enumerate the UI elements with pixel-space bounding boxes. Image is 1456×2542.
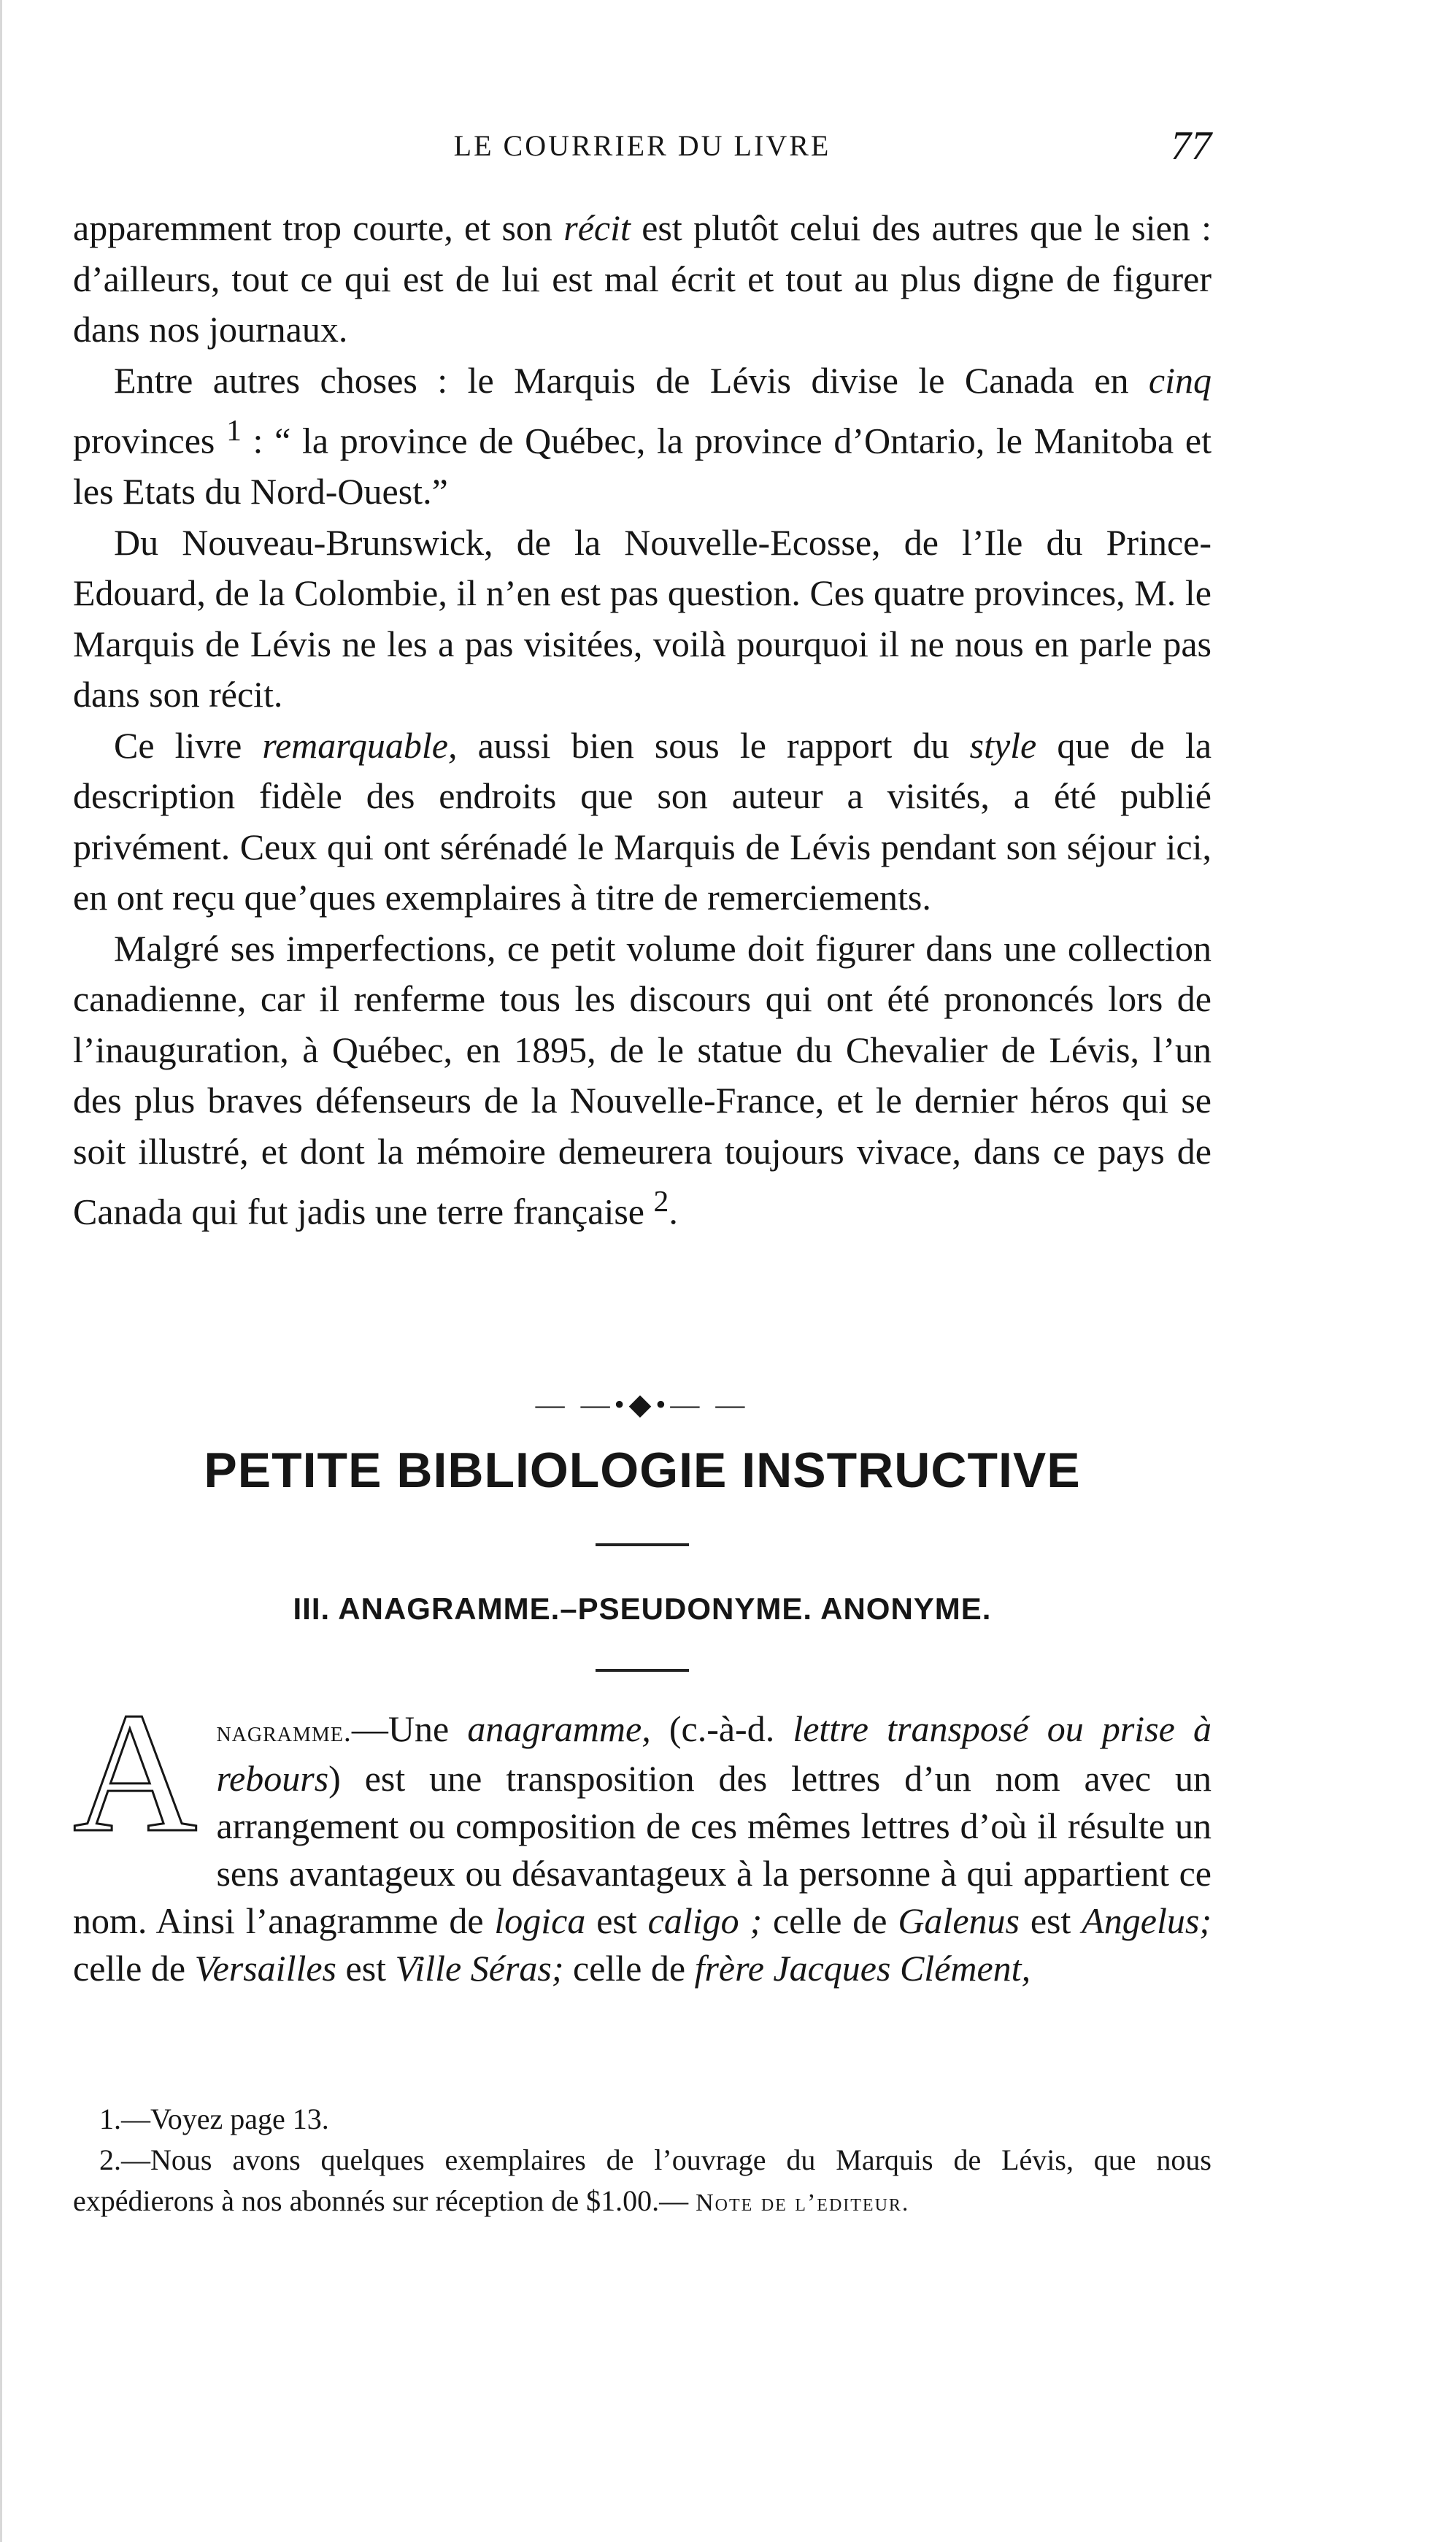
section-ornament: — —•◆•— —: [535, 1388, 750, 1421]
page-number: 77: [1171, 123, 1212, 169]
paragraph: apparemment trop courte, et son récit est plutôt celui des autres que le sien : d’ailleurs, tout ce qui est de lui est mal écrit et tout au plus digne de figurer dans nos journaux.: [73, 207, 1212, 350]
title-rule: [596, 1543, 689, 1546]
drop-cap: A: [73, 1678, 198, 1868]
footnote-2: [73, 2140, 1212, 2224]
italic-run: anagramme,: [467, 1708, 651, 1749]
italic-run: cinq: [1148, 359, 1212, 401]
italic-run: frère Jacques Clément,: [694, 1948, 1031, 1989]
footnotes: [73, 2099, 1212, 2224]
lead-word: nagramme.: [216, 1715, 352, 1748]
italic-run: caligo ;: [647, 1900, 763, 1941]
italic-run: récit: [563, 207, 631, 248]
running-head-title: LE COURRIER DU LIVRE: [453, 129, 831, 162]
editor-note: Note de l’editeur.: [696, 2189, 910, 2216]
previous-article-text: [73, 203, 1212, 1237]
section-title: PETITE BIBLIOLOGIE INSTRUCTIVE: [204, 1443, 1081, 1498]
italic-run: logica: [494, 1900, 586, 1941]
footnote-1: 1.—Voyez page 13.: [99, 2103, 329, 2135]
subtitle-rule: [596, 1669, 689, 1672]
italic-run: style: [969, 724, 1037, 766]
italic-run: Ville Séras;: [395, 1948, 564, 1989]
italic-run: Galenus: [898, 1900, 1020, 1941]
paragraph: Du Nouveau-Brunswick, de la Nouvelle-Ecosse, de l’Ile du Prince-Edouard, de la Colombie, il n’en est pas question. Ces quatre provinces, M. le Marquis de Lévis ne les a pas visitées, voilà pourquoi il ne nous en parle pas dans son récit.: [73, 521, 1212, 715]
paragraph: Ce livre remarquable, aussi bien sous le rapport du style que de la description fidèle des endroits que son auteur a visités, a été publié privément. Ceux qui ont sérénadé le Marquis de Lévis pendant son séjour ici, en ont reçu que’ques exemplaires à titre de remerciements.: [73, 724, 1212, 918]
footnote-ref: 1: [226, 414, 242, 448]
paragraph: Malgré ses imperfections, ce petit volume doit figurer dans une collection canadienne, car il renferme tous les discours qui ont été prononcés lors de l’inauguration, à Québec, en 1895, de le statue du Chevalier de Lévis, l’un des plus braves défenseurs de la Nouvelle-France, et le dernier héros qui se soit illustré, et dont la mémoire demeurera toujours vivace, dans ce pays de Canada qui fut jadis une terre française $^2$.: [73, 927, 1212, 1232]
section-subtitle: III. ANAGRAMME.–PSEUDONYME. ANONYME.: [293, 1591, 992, 1626]
italic-run: Versailles: [194, 1948, 336, 1989]
article-text: —Une anagramme, (c.-à-d. lettre transposé ou prise à rebours) est une transposition des lettres d’un nom avec un arrangement ou composition de ces mêmes lettres d’où il résulte un sens avantageux ou désavantageux à la personne à qui appartient ce nom. Ainsi l’anagramme de logica est caligo ; celle de Galenus est Angelus; celle de Versailles est Ville Séras; celle de frère Jacques Clément,: [73, 1708, 1212, 1989]
page-edge: [0, 0, 2, 2542]
footnote-2-text: 2.—Nous avons quelques exemplaires de l’ouvrage du Marquis de Lévis, que nous expédierons à nos abonnés sur réception de $1.00.—: [73, 2143, 1212, 2217]
anagramme-article: [73, 1678, 1212, 1992]
italic-run: Angelus;: [1082, 1900, 1212, 1941]
footnote-ref: 2: [653, 1185, 669, 1219]
italic-run: lettre transposé ou prise à rebours: [216, 1708, 1212, 1799]
running-head: [73, 123, 1212, 181]
paragraph: Entre autres choses : le Marquis de Lévis divise le Canada en cinq provinces $^1$ : “ la province de Québec, la province d’Ontario, le Manitoba et les Etats du Nord-Ouest.”: [73, 359, 1212, 512]
italic-run: remarquable,: [262, 724, 458, 766]
